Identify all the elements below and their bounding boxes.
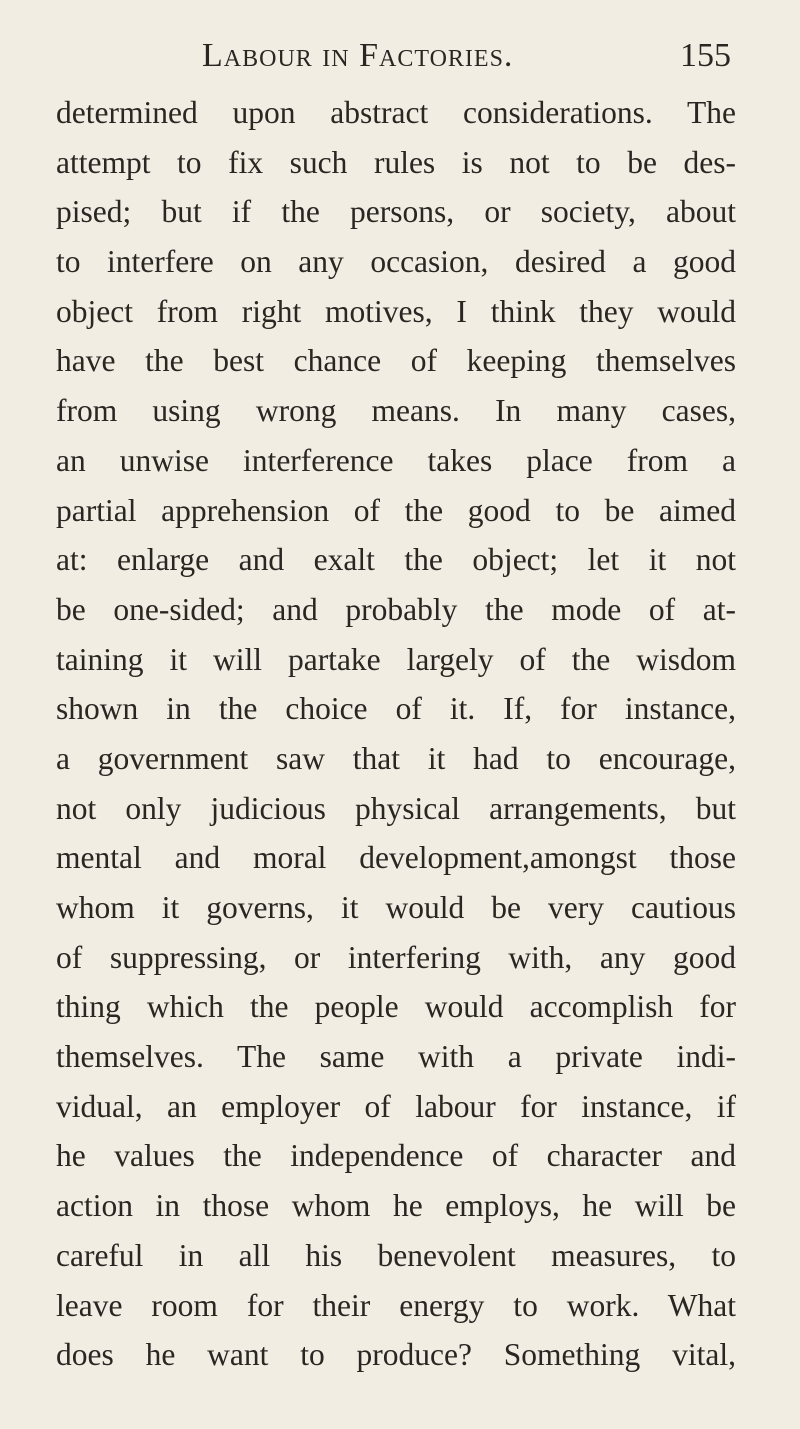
text-line: a government saw that it had to encourage, xyxy=(56,740,736,776)
text-line: careful in all his benevolent measures, to xyxy=(56,1237,736,1273)
text-line: shown in the choice of it. If, for instance, xyxy=(56,691,736,727)
text-line: attempt to fix such rules is not to be des- xyxy=(56,144,736,180)
text-line: partial apprehension of the good to be aimed xyxy=(56,492,736,528)
text-line: mental and moral development,amongst those xyxy=(56,840,736,876)
text-line: vidual, an employer of labour for instance, if xyxy=(56,1088,736,1124)
text-line: he values the independence of character and xyxy=(56,1138,736,1174)
body-text xyxy=(56,88,736,1380)
text-line: themselves. The same with a private indi- xyxy=(56,1039,736,1075)
text-line: action in those whom he employs, he will be xyxy=(56,1188,736,1224)
text-line: whom it governs, it would be very cautious xyxy=(56,890,736,925)
running-title: Labour in Factories. xyxy=(202,37,514,74)
text-line: taining it will partake largely of the wisdom xyxy=(56,641,736,677)
text-line: leave room for their energy to work. What xyxy=(56,1287,736,1323)
text-line: have the best chance of keeping themselves xyxy=(56,343,736,379)
page-number: 155 xyxy=(680,37,731,74)
text-line: of suppressing, or interfering with, any good xyxy=(56,939,736,975)
text-line: be one-sided; and probably the mode of at- xyxy=(56,591,736,627)
text-line: to interfere on any occasion, desired a good xyxy=(56,244,736,280)
text-line: pised; but if the persons, or society, about xyxy=(56,194,736,230)
text-line: does he want to produce? Something vital, xyxy=(56,1337,736,1373)
text-line: from using wrong means. In many cases, xyxy=(56,393,736,429)
text-line: at: enlarge and exalt the object; let it not xyxy=(56,542,736,578)
text-line: object from right motives, I think they would xyxy=(56,293,736,329)
text-line: thing which the people would accomplish for xyxy=(56,989,736,1025)
text-line: determined upon abstract considerations. The xyxy=(56,95,736,130)
text-line: not only judicious physical arrangements, but xyxy=(56,790,736,826)
text-line: an unwise interference takes place from a xyxy=(56,442,736,478)
running-head xyxy=(202,36,612,76)
